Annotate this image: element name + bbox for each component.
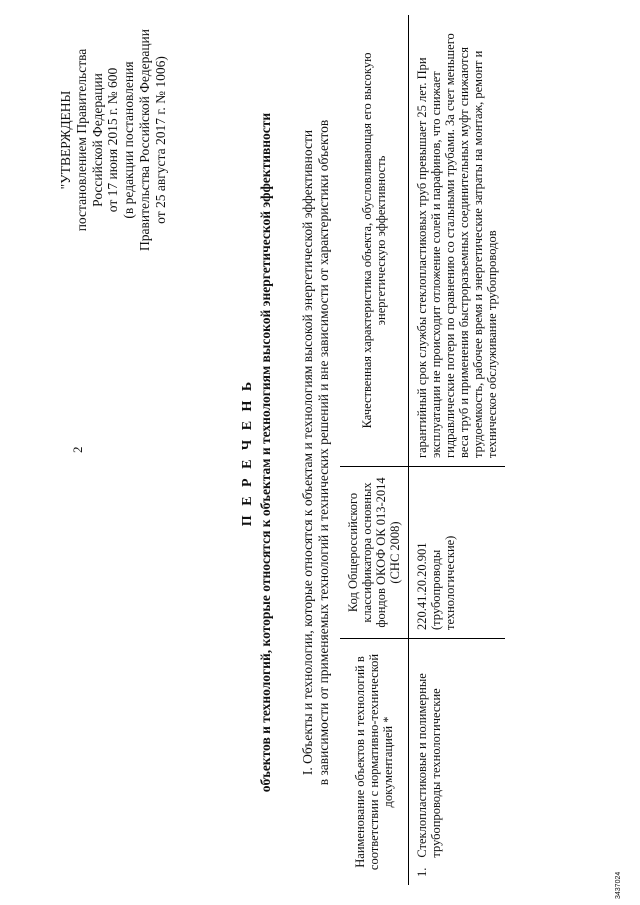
cell-description: гарантийный срок службы стеклопластиковых труб превышает 25 лет. При эксплуатации не происходит отложение солей и парафинов, что снижает гидравлические потери по сравнению со стальными трубами. За счет меньшего веса труб и применения быстроразъемных соединительных муфт снижаются трудоемкость, рабочее время и энергетические затраты на монтаж, ремонт и техническое обслуживание трубопроводов (415, 33, 499, 458)
header-description: Качественная характеристика объекта, обусловливающая его высокую энергетическую эффективность (340, 15, 409, 467)
row-number: 1. (415, 867, 429, 877)
document-code: 3437024 (615, 871, 622, 899)
section-line: I. Объекты и технологии, которые относятся к объектам и технологиям высокой энергетической эффективности (300, 129, 315, 776)
header-code: Код Общероссийского классификатора основных фондов ОКОФ ОК 013-2014 (СНС 2008) (340, 467, 409, 639)
page-number: 2 (70, 446, 85, 453)
cell-name (409, 639, 506, 886)
document-subtitle: объектов и технологий, которые относятся к объектам и технологиям высокой энергетической эффективности (258, 112, 273, 793)
approval-line: Российской Федерации (89, 73, 105, 207)
approval-line: (в редакции постановления (121, 61, 137, 219)
document-title: П Е Р Е Ч Е Н Ь (240, 378, 255, 527)
objects-table (340, 15, 505, 885)
section-heading (300, 0, 332, 905)
approval-line: от 17 июня 2015 г. № 600 (105, 67, 121, 213)
approval-line: Правительства Российской Федерации (136, 29, 152, 251)
table-row (409, 15, 506, 885)
approval-line: постановлением Правительства (73, 48, 89, 232)
section-line: в зависимости от применяемых технологий и технических решений и вне зависимости от характеристики объектов (316, 119, 331, 786)
object-name: Стеклопластиковые и полимерные трубопроводы технологические (415, 673, 443, 858)
header-name: Наименование объектов и технологий в соответствии с нормативно-технической документацией * (340, 639, 409, 886)
approval-line: "УТВЕРЖДЕНЫ (58, 90, 73, 190)
table-header-row (340, 15, 409, 885)
approval-block (58, 15, 169, 265)
cell-code: 220.41.20.20.901 (трубопроводы технологические) (409, 467, 506, 639)
approval-line: от 25 августа 2017 г. № 1006) (152, 56, 168, 224)
